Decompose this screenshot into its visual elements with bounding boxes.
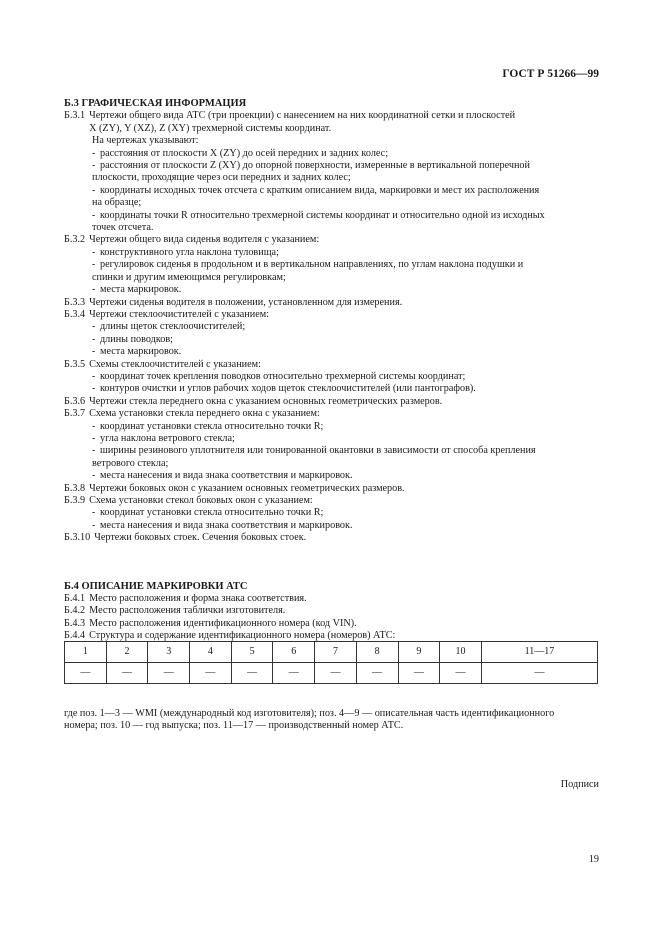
dash-marker: - — [92, 383, 96, 395]
clause-number: Б.3.2 — [64, 234, 86, 246]
clause-number: Б.4.1 — [64, 593, 86, 605]
dash-marker: - — [92, 160, 96, 172]
dash-marker: - — [92, 370, 96, 382]
dash-marker: - — [92, 147, 96, 159]
vin-structure-table — [64, 641, 598, 684]
list-item — [64, 259, 598, 284]
table-cell: — — [65, 663, 107, 684]
clause-line: Схемы стеклоочистителей с указанием: — [89, 358, 261, 370]
list-item — [64, 383, 598, 395]
clause-subheading: На чертежах указывают: — [92, 135, 199, 147]
table-header-cell: 2 — [106, 642, 148, 663]
table-cell: — — [440, 663, 482, 684]
clause-text — [89, 483, 598, 495]
clause-line: Чертежи стеклоочистителей с указанием: — [89, 308, 270, 320]
clause-number: Б.3.3 — [64, 296, 86, 308]
clause-line: Чертежи общего вида сиденья водителя с указанием: — [89, 234, 320, 246]
list-item-text — [100, 433, 598, 445]
clause-number: Б.3.1 — [64, 110, 86, 122]
section-b4-items — [64, 593, 598, 643]
list-item-text — [100, 321, 598, 333]
list-item-line: точек отсчета. — [92, 222, 154, 234]
list-item-line: ветрового стекла; — [92, 457, 169, 469]
list-item — [64, 470, 598, 482]
table-header-cell: 6 — [273, 642, 315, 663]
list-item — [64, 321, 598, 333]
table-header-cell: 5 — [231, 642, 273, 663]
table-cell: — — [106, 663, 148, 684]
clause-text — [89, 297, 598, 309]
clause-text — [89, 396, 598, 408]
table-header-cell: 7 — [315, 642, 357, 663]
list-item-text — [100, 470, 598, 482]
table-header-cell: 4 — [190, 642, 232, 663]
section-b3-items — [64, 110, 598, 544]
table-header-cell: 3 — [148, 642, 190, 663]
dash-marker: - — [92, 420, 96, 432]
list-item-text — [100, 247, 598, 259]
footnote-line: номера; поз. 10 — год выпуска; поз. 11—17 — производственный номер АТС. — [64, 720, 404, 732]
signature-label: Подписи — [560, 779, 599, 790]
list-item-line: контуров очистки и углов рабочих ходов щеток стеклоочистителей (или пантографов). — [100, 383, 476, 395]
list-item-text — [100, 148, 598, 160]
dash-marker: - — [92, 184, 96, 196]
table-header-cell: 10 — [440, 642, 482, 663]
list-item — [64, 520, 598, 532]
list-item-text — [92, 184, 598, 210]
list-item-line: места нанесения и вида знака соответствия и маркировок. — [100, 470, 353, 482]
clause-line: Чертежи общего вида АТС (три проекции) с нанесением на них координатной сетки и плоскостей — [89, 110, 516, 122]
list-item-line: координат точек крепления поводков относительно трехмерной системы координат; — [100, 370, 466, 382]
clause-number: Б.4.2 — [64, 605, 86, 617]
document-code: ГОСТ Р 51266—99 — [502, 68, 599, 80]
list-item-line: длины щеток стеклоочистителей; — [100, 321, 246, 333]
dash-marker: - — [92, 246, 96, 258]
content — [64, 98, 598, 643]
list-item — [64, 210, 598, 235]
list-item-line: координат установки стекла относительно точки R; — [100, 420, 324, 432]
clause-text — [89, 359, 598, 371]
clause-line: Чертежи сиденья водителя в положении, установленном для измерения. — [89, 296, 403, 308]
list-item-text — [100, 346, 598, 358]
list-item — [64, 433, 598, 445]
list-item-line: на образце; — [92, 197, 142, 209]
table-cell: — — [231, 663, 273, 684]
clause-line: X (ZY), Y (XZ), Z (XY) трехмерной системы координат. — [89, 122, 332, 134]
section-title-b4: Б.4 ОПИСАНИЕ МАРКИРОВКИ АТС — [64, 580, 248, 592]
dash-marker: - — [92, 346, 96, 358]
list-item-line: плоскости, проходящие через оси передних и задних колес; — [92, 172, 351, 184]
list-item-text — [100, 421, 598, 433]
dash-marker: - — [92, 445, 96, 457]
table-cell: — — [356, 663, 398, 684]
list-item-text — [92, 209, 598, 235]
clause — [64, 309, 598, 321]
clause-number: Б.3.10 — [64, 532, 91, 544]
clause-text — [94, 532, 598, 544]
table-cell: — — [481, 663, 597, 684]
clause — [64, 618, 598, 630]
dash-marker: - — [92, 432, 96, 444]
list-item-line: места маркировок. — [100, 284, 182, 296]
dash-marker: - — [92, 284, 96, 296]
clause-text: Структура и содержание идентификационного номера (номеров) АТС: — [89, 630, 396, 642]
list-item-line: угла наклона ветрового стекла; — [100, 432, 235, 444]
dash-marker: - — [92, 519, 96, 531]
list-item — [64, 247, 598, 259]
clause-number: Б.3.7 — [64, 408, 86, 420]
table-cell: — — [190, 663, 232, 684]
list-item-text — [100, 383, 598, 395]
clause-number: Б.4.3 — [64, 617, 86, 629]
list-item-text — [100, 507, 598, 519]
clause — [64, 495, 598, 507]
list-item-line: расстояния от плоскости Z (XY) до опорной поверхности, измеренные в вертикальной поперечной — [100, 160, 530, 172]
clause-text: Место расположения таблички изготовителя. — [89, 605, 286, 617]
list-item-text — [92, 445, 598, 470]
clause — [64, 110, 598, 135]
list-item — [64, 185, 598, 210]
table-footnote — [64, 708, 598, 733]
list-item — [64, 445, 598, 470]
clause-text: Место расположения идентификационного номера (код VIN). — [89, 617, 357, 629]
table-header-cell: 9 — [398, 642, 440, 663]
clause-line: Чертежи боковых окон с указанием основных геометрических размеров. — [89, 482, 405, 494]
list-item-line: координат установки стекла относительно точки R; — [100, 507, 324, 519]
table-cell: — — [315, 663, 357, 684]
table-header-cell: 1 — [65, 642, 107, 663]
clause — [64, 408, 598, 420]
table-row — [65, 663, 598, 684]
list-item-line: координаты точки R относительно трехмерной системы координат и относительно одной из исходных — [100, 209, 545, 221]
clause-number: Б.4.4 — [64, 630, 86, 642]
page-number: 19 — [588, 854, 599, 865]
clause-text — [89, 110, 598, 135]
dash-marker: - — [92, 507, 96, 519]
clause — [64, 605, 598, 617]
dash-marker: - — [92, 321, 96, 333]
clause — [64, 396, 598, 408]
list-item-line: места нанесения и вида знака соответствия и маркировок. — [100, 519, 353, 531]
list-item — [64, 334, 598, 346]
list-item-text — [100, 334, 598, 346]
list-item — [64, 346, 598, 358]
table-header-cell: 11—17 — [481, 642, 597, 663]
clause — [64, 483, 598, 495]
clause-line: Чертежи стекла переднего окна с указанием основных геометрических размеров. — [89, 395, 443, 407]
list-item-line: конструктивного угла наклона туловища; — [100, 246, 279, 258]
list-item — [64, 160, 598, 185]
table-cell: — — [398, 663, 440, 684]
list-item — [64, 421, 598, 433]
list-item — [64, 371, 598, 383]
dash-marker: - — [92, 470, 96, 482]
table-cell: — — [148, 663, 190, 684]
footnote-line: где поз. 1—3 — WMI (международный код изготовителя); поз. 4—9 — описательная часть идентификационного — [64, 708, 555, 719]
list-item-line: ширины резинового уплотнителя или тонированной окантовки в зависимости от способа крепления — [100, 445, 536, 457]
list-item — [64, 507, 598, 519]
clause — [64, 234, 598, 246]
list-item-line: спинки и другим имеющимся регулировкам; — [92, 271, 286, 283]
clause — [64, 593, 598, 605]
list-item — [64, 148, 598, 160]
list-item-text — [100, 284, 598, 296]
list-item-text — [92, 160, 598, 185]
list-item-text — [92, 259, 598, 284]
clause-line: Схема установки стекол боковых окон с указанием: — [89, 495, 313, 506]
list-item-line: места маркировок. — [100, 346, 182, 358]
list-item-line: регулировок сиденья в продольном и в вертикальном направлениях, по углам наклона подушки и — [100, 259, 524, 271]
clause-number: Б.3.9 — [64, 495, 86, 506]
clause-number: Б.3.8 — [64, 482, 86, 494]
clause-number: Б.3.6 — [64, 395, 86, 407]
dash-marker: - — [92, 209, 96, 221]
table-cell: — — [273, 663, 315, 684]
clause-text — [89, 408, 598, 420]
clause — [64, 532, 598, 544]
clause-text — [89, 309, 598, 321]
clause — [64, 297, 598, 309]
clause — [64, 359, 598, 371]
list-item-line: координаты исходных точек отсчета с кратким описанием вида, маркировки и мест их расположения — [100, 184, 540, 196]
list-item — [64, 284, 598, 296]
list-item-line: длины поводков; — [100, 333, 173, 345]
dash-marker: - — [92, 333, 96, 345]
section-title-b3: Б.3 ГРАФИЧЕСКАЯ ИНФОРМАЦИЯ — [64, 98, 247, 109]
clause-number: Б.3.4 — [64, 308, 86, 320]
clause-line: Схема установки стекла переднего окна с указанием: — [89, 408, 320, 420]
list-item-text — [100, 371, 598, 383]
list-item-text — [100, 520, 598, 532]
clause-text — [89, 495, 598, 507]
table-header-cell: 8 — [356, 642, 398, 663]
clause-text: Место расположения и форма знака соответствия. — [89, 593, 307, 605]
table-header-row — [65, 642, 598, 663]
dash-marker: - — [92, 259, 96, 271]
clause-text — [89, 234, 598, 246]
clause-number: Б.3.5 — [64, 358, 86, 370]
list-item-line: расстояния от плоскости X (ZY) до осей передних и задних колес; — [100, 147, 389, 159]
clause-line: Чертежи боковых стоек. Сечения боковых стоек. — [94, 532, 307, 544]
